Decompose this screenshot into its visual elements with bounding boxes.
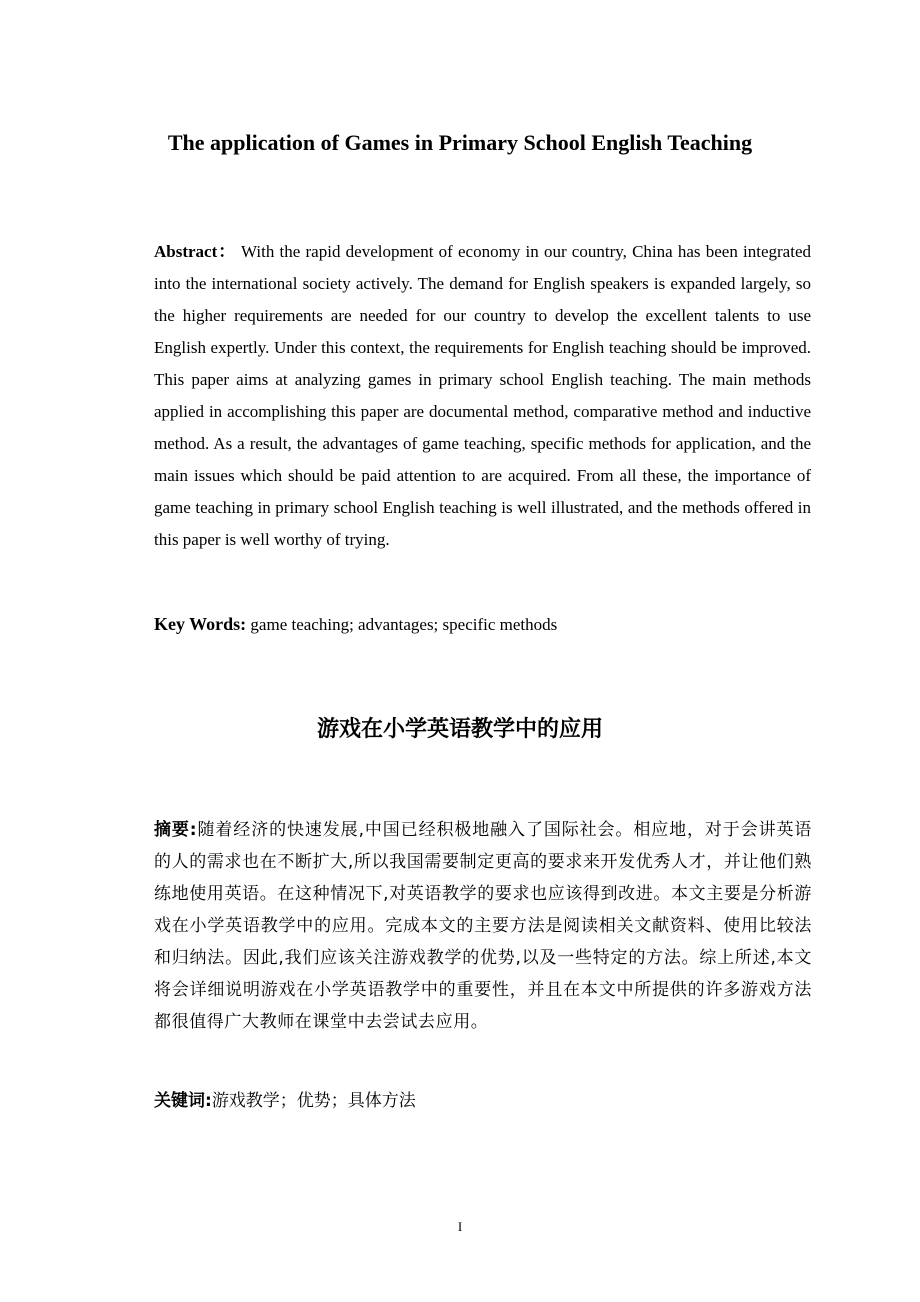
chinese-title: 游戏在小学英语教学中的应用 [316, 717, 603, 742]
chinese-keywords [154, 1085, 812, 1117]
chinese-abstract [154, 814, 812, 1038]
chinese-keywords-label: 关键词: [154, 1091, 212, 1111]
english-abstract [154, 236, 811, 556]
english-abstract-label: Abstract： [154, 242, 237, 261]
english-keywords [154, 608, 811, 641]
english-title: The application of Games in Primary School English Teaching [167, 130, 753, 155]
english-abstract-text: With the rapid development of economy in our country, China has been integrated into the international society actively. The demand for English speakers is expanded largely, so the higher requirements are needed for our country to develop the excellent talents to use English expertly. Under this context, the requirements for English teaching should be improved. This paper aims at analyzing games in primary school English teaching. The main methods applied in accomplishing this paper are documental method, comparative method and inductive method. As a result, the advantages of game teaching, specific methods for application, and the main issues which should be paid attention to are acquired. From all these, the importance of game teaching in primary school English teaching is well illustrated, and the methods offered in this paper is well worthy of trying. [154, 242, 811, 549]
chinese-abstract-text: 随着经济的快速发展,中国已经积极地融入了国际社会。相应地，对于会讲英语的人的需求也在不断扩大,所以我国需要制定更高的要求来开发优秀人才，并让他们熟练地使用英语。在这种情况下,对英语教学的要求也应该得到改进。本文主要是分析游戏在小学英语教学中的应用。完成本文的主要方法是阅读相关文献资料、使用比较法和归纳法。因此,我们应该关注游戏教学的优势,以及一些特定的方法。综上所述,本文将会详细说明游戏在小学英语教学中的重要性，并且在本文中所提供的许多游戏方法都很值得广大教师在课堂中去尝试去应用。 [154, 820, 813, 1032]
chinese-keywords-text: 游戏教学；优势；具体方法 [211, 1091, 416, 1111]
chinese-abstract-label: 摘要: [154, 820, 198, 840]
page-number: I [457, 1219, 463, 1234]
english-keywords-label: Key Words: [154, 614, 247, 634]
english-keywords-text: game teaching; advantages; specific methods [250, 615, 558, 634]
